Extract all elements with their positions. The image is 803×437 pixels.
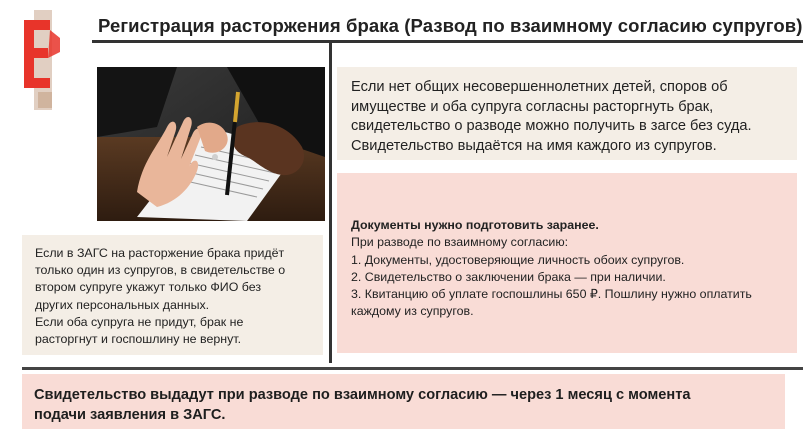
documents-line: каждому из супругов. <box>351 304 474 319</box>
documents-line: 3. Квитанцию об уплате госпошлины 650 ₽. Пошлину нужно оплатить <box>351 287 752 302</box>
one-spouse-note-box <box>22 235 323 355</box>
page-title: Регистрация расторжения брака (Развод по взаимному согласию супругов) <box>98 15 803 36</box>
note-text-line: расторгнут и госпошлину не вернут. <box>35 332 242 347</box>
info-text-line: Свидетельство выдаётся на имя каждого из супругов. <box>351 137 717 154</box>
title-divider <box>92 40 803 43</box>
documents-heading: Документы нужно подготовить заранее. <box>351 218 599 232</box>
documents-box <box>337 173 797 353</box>
timing-text-line: Свидетельство выдадут при разводе по взаимному согласию — через 1 месяц с момента <box>34 387 691 403</box>
note-text-line: других персональных данных. <box>35 297 210 312</box>
documents-line: 1. Документы, удостоверяющие личность обоих супругов. <box>351 252 685 267</box>
info-text-line: свидетельство о разводе можно получить в загсе без суда. <box>351 118 752 134</box>
info-text-line: Если нет общих несовершеннолетних детей, споров об <box>351 79 728 95</box>
note-text-line: втором супруге укажут только ФИО без <box>35 280 262 295</box>
zags-logo-icon <box>20 8 68 114</box>
vertical-divider <box>329 43 332 363</box>
note-text-line: Если оба супруга не придут, брак не <box>35 314 244 329</box>
hands-signing-document-photo <box>97 67 325 221</box>
certificate-timing-box <box>22 374 785 429</box>
no-children-info-box <box>337 67 797 160</box>
documents-line: При разводе по взаимному согласию: <box>351 235 569 250</box>
documents-line: 2. Свидетельство о заключении брака — при наличии. <box>351 269 666 284</box>
note-text-line: Если в ЗАГС на расторжение брака придёт <box>35 246 285 260</box>
note-text-line: только один из супругов, в свидетельстве о <box>35 263 286 278</box>
bottom-divider <box>22 367 803 370</box>
timing-text-line: подачи заявления в ЗАГС. <box>34 407 226 423</box>
info-text-line: имуществе и оба супруга согласны расторгнуть брак, <box>351 98 714 115</box>
